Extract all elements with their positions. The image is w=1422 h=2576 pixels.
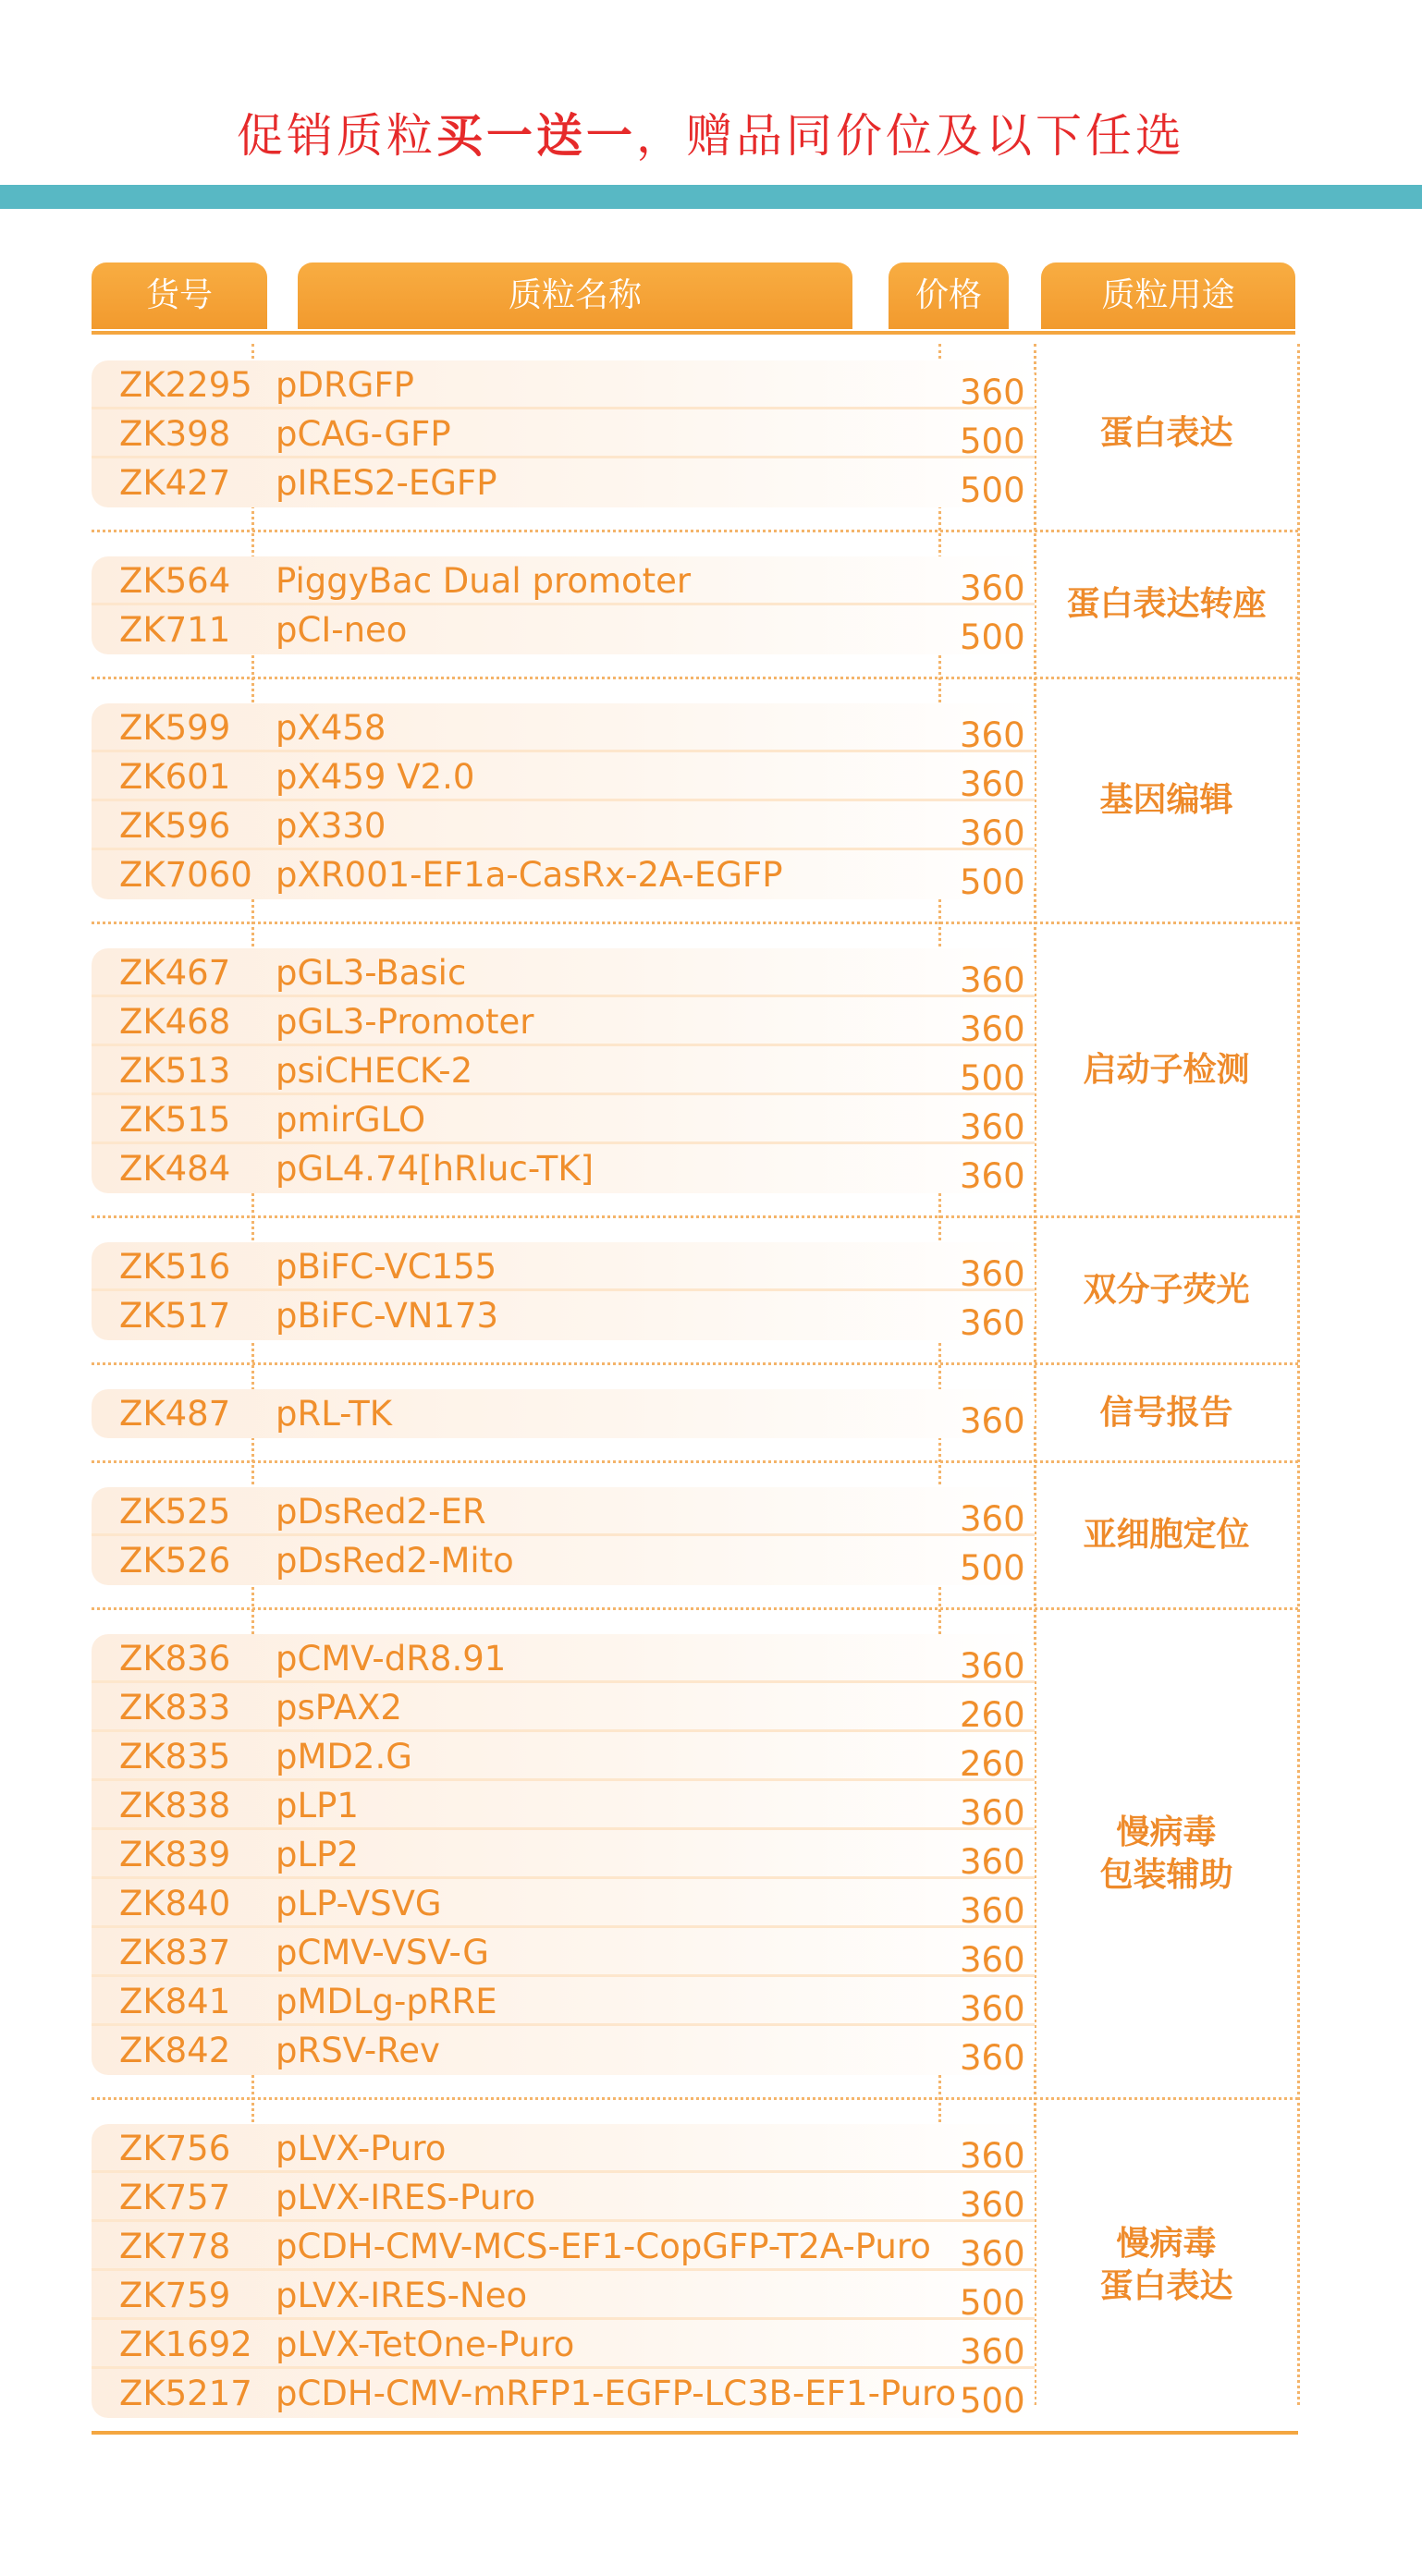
plasmid-group-rows (92, 1487, 1035, 1585)
table-row (92, 850, 1035, 899)
plasmid-use (1035, 679, 1298, 922)
plasmid-use-label: 双分子荧光 (1083, 1271, 1250, 1309)
plasmid-group-rows (92, 2124, 1035, 2418)
plasmid-use (1035, 532, 1298, 677)
plasmid-name: pRSV-Rev (276, 2031, 440, 2070)
plasmid-group-rows (92, 948, 1035, 1193)
plasmid-price: 360 (960, 1254, 1025, 1294)
plasmid-name: pBiFC-VC155 (276, 1247, 497, 1287)
plasmid-group-rows (92, 703, 1035, 899)
plasmid-code: ZK837 (119, 1933, 231, 1972)
plasmid-price: 500 (960, 2381, 1025, 2418)
plasmid-group-rows (92, 1389, 1035, 1438)
plasmid-code: ZK601 (119, 757, 231, 797)
plasmid-price: 360 (960, 2038, 1025, 2075)
plasmid-name: pGL4.74[hRluc-TK] (276, 1149, 595, 1189)
plasmid-price: 260 (960, 1695, 1025, 1735)
plasmid-price: 260 (960, 1744, 1025, 1784)
plasmid-price: 360 (960, 1156, 1025, 1193)
plasmid-use (1035, 336, 1298, 530)
plasmid-group-rows (92, 1634, 1035, 2075)
plasmid-code: ZK835 (119, 1737, 231, 1776)
plasmid-use (1035, 1365, 1298, 1460)
plasmid-group (92, 924, 1298, 1218)
table-row (92, 2369, 1035, 2418)
table-row (92, 2271, 1035, 2323)
plasmid-group (92, 2100, 1298, 2435)
plasmid-price: 360 (960, 2332, 1025, 2372)
plasmid-use-label: 启动子检测 (1083, 1050, 1250, 1089)
table-row (92, 1732, 1035, 1784)
plasmid-name: pIRES2-EGFP (276, 463, 497, 503)
plasmid-name: PiggyBac Dual promoter (276, 561, 692, 601)
plasmid-name: pCAG-GFP (276, 414, 451, 454)
plasmid-code: ZK468 (119, 1002, 231, 1042)
table-row (92, 1291, 1035, 1340)
table-row (92, 1389, 1035, 1438)
plasmid-code: ZK513 (119, 1051, 231, 1091)
plasmid-code: ZK841 (119, 1982, 231, 2021)
plasmid-price: 360 (960, 1499, 1025, 1539)
plasmid-code: ZK398 (119, 414, 231, 454)
headline-emphasis: 买一送一 (436, 109, 636, 163)
plasmid-use (1035, 1610, 1298, 2097)
plasmid-code: ZK517 (119, 1296, 231, 1336)
promo-headline (0, 104, 1422, 168)
table-row (92, 703, 1035, 755)
plasmid-code: ZK757 (119, 2178, 231, 2217)
plasmid-name: pLVX-IRES-Neo (276, 2276, 528, 2315)
table-row (92, 1830, 1035, 1882)
plasmid-name: pCI-neo (276, 610, 408, 650)
plasmid-group (92, 1463, 1298, 1610)
plasmid-group (92, 532, 1298, 679)
headline-pre: 促销质粒 (237, 109, 436, 163)
plasmid-code: ZK7060 (119, 855, 252, 895)
plasmid-name: pCDH-CMV-MCS-EF1-CopGFP-T2A-Puro (276, 2227, 931, 2266)
plasmid-code: ZK526 (119, 1541, 231, 1581)
plasmid-name: pDsRed2-ER (276, 1492, 486, 1532)
plasmid-use-label: 亚细胞定位 (1083, 1516, 1250, 1554)
plasmid-code: ZK599 (119, 708, 231, 748)
table-row (92, 556, 1035, 608)
plasmid-name: pLVX-IRES-Puro (276, 2178, 536, 2217)
plasmid-code: ZK759 (119, 2276, 231, 2315)
plasmid-name: pCMV-VSV-G (276, 1933, 489, 1972)
table-row (92, 1634, 1035, 1686)
plasmid-use-label: 慢病毒 蛋白表达 (1099, 2225, 1233, 2305)
plasmid-price: 360 (960, 1107, 1025, 1147)
table-row (92, 1095, 1035, 1147)
plasmid-code: ZK484 (119, 1149, 231, 1189)
plasmid-group (92, 336, 1298, 532)
plasmid-name: pLP-VSVG (276, 1884, 442, 1923)
table-row (92, 605, 1035, 654)
plasmid-name: pX330 (276, 806, 386, 846)
table-row (92, 1977, 1035, 2029)
plasmid-price: 360 (960, 2185, 1025, 2225)
plasmid-code: ZK516 (119, 1247, 231, 1287)
table-row (92, 1928, 1035, 1980)
plasmid-price: 360 (960, 1793, 1025, 1833)
plasmid-name: pLP1 (276, 1786, 359, 1825)
plasmid-price: 360 (960, 568, 1025, 608)
table-row (92, 752, 1035, 804)
table-row (92, 1781, 1035, 1833)
plasmid-group (92, 1365, 1298, 1463)
header-price: 价格 (889, 262, 1009, 329)
plasmid-name: pMDLg-pRRE (276, 1982, 497, 2021)
plasmid-code: ZK2295 (119, 365, 252, 405)
plasmid-code: ZK487 (119, 1394, 231, 1434)
plasmid-price: 360 (960, 1891, 1025, 1931)
plasmid-name: pGL3-Promoter (276, 1002, 534, 1042)
plasmid-code: ZK5217 (119, 2374, 252, 2413)
plasmid-name: pmirGLO (276, 1100, 426, 1140)
plasmid-use (1035, 1463, 1298, 1607)
plasmid-name: pLVX-Puro (276, 2129, 447, 2168)
plasmid-price: 360 (960, 1401, 1025, 1438)
header-name: 质粒名称 (298, 262, 852, 329)
plasmid-use-label: 蛋白表达转座 (1066, 585, 1267, 623)
plasmid-price: 360 (960, 1646, 1025, 1686)
plasmid-name: psPAX2 (276, 1688, 402, 1728)
plasmid-use-label: 蛋白表达 (1099, 413, 1233, 452)
plasmid-price: 360 (960, 1842, 1025, 1882)
plasmid-code: ZK839 (119, 1835, 231, 1874)
plasmid-code: ZK467 (119, 953, 231, 993)
header-underline (92, 331, 1295, 335)
table-row (92, 409, 1035, 461)
plasmid-name: pLP2 (276, 1835, 359, 1874)
table-row (92, 1879, 1035, 1931)
plasmid-name: pLVX-TetOne-Puro (276, 2325, 575, 2364)
table-row (92, 2026, 1035, 2075)
plasmid-name: pDsRed2-Mito (276, 1541, 514, 1581)
table-row (92, 1487, 1035, 1539)
plasmid-price: 500 (960, 470, 1025, 507)
plasmid-code: ZK596 (119, 806, 231, 846)
plasmid-use-label: 慢病毒 包装辅助 (1099, 1813, 1233, 1894)
plasmid-code: ZK525 (119, 1492, 231, 1532)
plasmid-group-rows (92, 556, 1035, 654)
plasmid-code: ZK1692 (119, 2325, 252, 2364)
plasmid-price: 500 (960, 617, 1025, 654)
plasmid-name: pRL-TK (276, 1394, 392, 1434)
table-row (92, 997, 1035, 1049)
headline-post: ，赠品同价位及以下任选 (636, 109, 1185, 163)
table-row (92, 2222, 1035, 2274)
plasmid-use (1035, 1218, 1298, 1362)
plasmid-name: pX458 (276, 708, 386, 748)
plasmid-code: ZK836 (119, 1639, 231, 1679)
plasmid-group (92, 679, 1298, 924)
plasmid-name: psiCHECK-2 (276, 1051, 473, 1091)
plasmid-code: ZK840 (119, 1884, 231, 1923)
plasmid-name: pBiFC-VN173 (276, 1296, 499, 1336)
plasmid-price: 360 (960, 1989, 1025, 2029)
table-row (92, 360, 1035, 412)
plasmid-use (1035, 924, 1298, 1215)
table-row (92, 458, 1035, 507)
plasmid-price: 500 (960, 1548, 1025, 1585)
plasmid-price: 360 (960, 1303, 1025, 1340)
table-row (92, 1683, 1035, 1735)
teal-divider-band (0, 185, 1422, 209)
plasmid-price: 500 (960, 1058, 1025, 1098)
plasmid-group-rows (92, 1242, 1035, 1340)
plasmid-code: ZK842 (119, 2031, 231, 2070)
table-row (92, 801, 1035, 853)
plasmid-price: 360 (960, 960, 1025, 1000)
table-row (92, 1144, 1035, 1193)
plasmid-code: ZK427 (119, 463, 231, 503)
plasmid-price: 360 (960, 764, 1025, 804)
table-row (92, 1046, 1035, 1098)
plasmid-name: pGL3-Basic (276, 953, 467, 993)
table-row (92, 1536, 1035, 1585)
plasmid-use (1035, 2100, 1298, 2431)
table-row (92, 2320, 1035, 2372)
plasmid-price: 360 (960, 813, 1025, 853)
plasmid-table (92, 336, 1298, 2435)
header-use: 质粒用途 (1041, 262, 1295, 329)
plasmid-price: 500 (960, 2283, 1025, 2323)
plasmid-group (92, 1218, 1298, 1365)
table-row (92, 1242, 1035, 1294)
plasmid-use-label: 信号报告 (1099, 1393, 1233, 1432)
plasmid-code: ZK838 (119, 1786, 231, 1825)
plasmid-group (92, 1610, 1298, 2100)
plasmid-code: ZK833 (119, 1688, 231, 1728)
plasmid-price: 360 (960, 372, 1025, 412)
plasmid-name: pDRGFP (276, 365, 414, 405)
header-code: 货号 (92, 262, 267, 329)
plasmid-price: 360 (960, 2136, 1025, 2176)
table-row (92, 948, 1035, 1000)
plasmid-price: 360 (960, 1009, 1025, 1049)
plasmid-use-label: 基因编辑 (1099, 781, 1233, 819)
table-row (92, 2124, 1035, 2176)
plasmid-name: pX459 V2.0 (276, 757, 475, 797)
plasmid-group-rows (92, 360, 1035, 507)
plasmid-price: 360 (960, 2234, 1025, 2274)
plasmid-price: 500 (960, 421, 1025, 461)
table-row (92, 2173, 1035, 2225)
plasmid-code: ZK756 (119, 2129, 231, 2168)
plasmid-code: ZK564 (119, 561, 231, 601)
plasmid-code: ZK778 (119, 2227, 231, 2266)
plasmid-price: 360 (960, 1940, 1025, 1980)
plasmid-name: pXR001-EF1a-CasRx-2A-EGFP (276, 855, 783, 895)
plasmid-code: ZK711 (119, 610, 231, 650)
plasmid-name: pCDH-CMV-mRFP1-EGFP-LC3B-EF1-Puro (276, 2374, 957, 2413)
plasmid-price: 360 (960, 715, 1025, 755)
plasmid-name: pMD2.G (276, 1737, 412, 1776)
plasmid-name: pCMV-dR8.91 (276, 1639, 507, 1679)
plasmid-price: 500 (960, 862, 1025, 899)
plasmid-code: ZK515 (119, 1100, 231, 1140)
